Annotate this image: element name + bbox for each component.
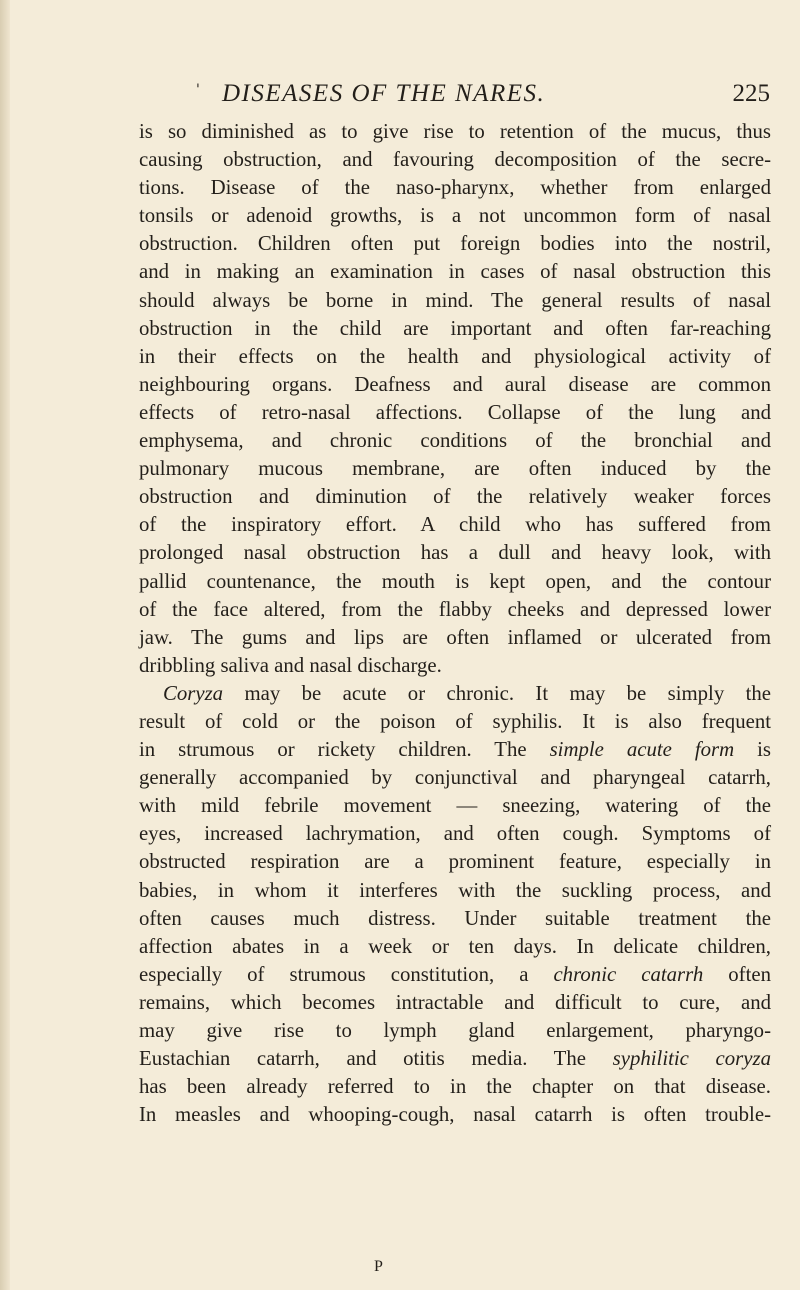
text-line (139, 1073, 771, 1101)
text-run: affection abates in a week or ten days. In delicate children, (139, 934, 771, 958)
text-line (139, 820, 771, 848)
text-line (139, 989, 771, 1017)
text-line (139, 455, 771, 483)
text-run: in their effects on the health and physiological activity of (139, 344, 771, 368)
text-line (139, 1045, 771, 1073)
text-line (139, 905, 771, 933)
text-run: especially of strumous constitution, a (139, 962, 554, 986)
text-run: obstructed respiration are a prominent feature, especially in (139, 850, 771, 874)
text-line (139, 848, 771, 876)
text-run: is (734, 738, 771, 762)
text-line (139, 174, 771, 202)
text-line (139, 343, 771, 371)
italic-term: syphilitic coryza (612, 1047, 771, 1071)
text-run: In measles and whooping-cough, nasal catarrh is often trouble- (139, 1103, 771, 1127)
text-line (139, 708, 771, 736)
body-text (139, 118, 771, 1129)
page-number: 225 (732, 80, 770, 107)
text-line (139, 877, 771, 905)
italic-term: Coryza (163, 681, 224, 705)
text-run: Eustachian catarrh, and otitis media. The (139, 1047, 613, 1071)
page-edge (0, 0, 10, 1290)
text-line (139, 596, 771, 624)
text-run: has been already referred to in the chapter on that disease. (139, 1075, 771, 1099)
running-head (140, 80, 770, 110)
text-line (139, 258, 771, 286)
text-run: may be acute or chronic. It may be simply the (223, 681, 771, 705)
text-run: and in making an examination in cases of nasal obstruction this (139, 260, 771, 284)
text-run: often causes much distress. Under suitable treatment the (139, 906, 771, 930)
text-run: remains, which becomes intractable and difficult to cure, and (139, 990, 771, 1014)
text-run: with mild febrile movement — sneezing, watering of the (139, 794, 771, 818)
text-run: generally accompanied by conjunctival and pharyngeal catarrh, (139, 766, 771, 790)
text-line (139, 736, 771, 764)
text-run: pulmonary mucous membrane, are often induced by the (139, 457, 771, 481)
text-run: should always be borne in mind. The general results of nasal (139, 288, 771, 312)
text-line (139, 118, 771, 146)
italic-term: simple acute form (549, 738, 735, 762)
text-line (139, 961, 771, 989)
text-line (139, 1101, 771, 1129)
text-run: obstruction in the child are important and often far-reaching (139, 316, 771, 340)
text-line (139, 1017, 771, 1045)
text-run: babies, in whom it interferes with the suckling process, and (139, 878, 771, 902)
text-line (139, 568, 771, 596)
text-line (139, 287, 771, 315)
text-line (139, 399, 771, 427)
text-line (139, 539, 771, 567)
text-line (139, 427, 771, 455)
text-run: effects of retro-nasal affections. Collapse of the lung and (139, 400, 771, 424)
text-run: jaw. The gums and lips are often inflamed or ulcerated from (139, 625, 771, 649)
text-run: result of cold or the poison of syphilis. It is also frequent (139, 709, 771, 733)
text-line (139, 483, 771, 511)
text-line (139, 371, 771, 399)
text-line (139, 511, 771, 539)
text-line (139, 933, 771, 961)
text-line (139, 624, 771, 652)
text-line (139, 202, 771, 230)
text-run: neighbouring organs. Deafness and aural disease are common (139, 372, 771, 396)
running-title: DISEASES OF THE NARES. (222, 80, 546, 107)
text-line (139, 680, 771, 708)
text-run: tions. Disease of the naso-pharynx, whether from enlarged (139, 176, 771, 200)
stray-mark: ' (196, 82, 200, 98)
text-line (139, 315, 771, 343)
text-line (139, 792, 771, 820)
text-run: prolonged nasal obstruction has a dull and heavy look, with (139, 541, 771, 565)
text-run: of the face altered, from the flabby cheeks and depressed lower (139, 597, 771, 621)
text-run: obstruction and diminution of the relatively weaker forces (139, 485, 771, 509)
text-run: emphysema, and chronic conditions of the bronchial and (139, 429, 771, 453)
signature-mark: P (374, 1258, 383, 1275)
italic-term: chronic catarrh (553, 962, 704, 986)
text-line (139, 230, 771, 258)
text-line (139, 146, 771, 174)
text-line (139, 764, 771, 792)
text-line (139, 652, 771, 680)
text-run: may give rise to lymph gland enlargement, pharyngo- (139, 1019, 771, 1042)
text-run: in strumous or rickety children. The (139, 738, 550, 762)
text-run: causing obstruction, and favouring decomposition of the secre- (139, 148, 771, 172)
text-run: eyes, increased lachrymation, and often cough. Symptoms of (139, 822, 771, 846)
text-run: tonsils or adenoid growths, is a not uncommon form of nasal (139, 204, 771, 228)
text-run: often (703, 962, 771, 986)
text-run: dribbling saliva and nasal discharge. (139, 653, 442, 677)
text-run: is so diminished as to give rise to retention of the mucus, thus (139, 120, 771, 143)
text-run: of the inspiratory effort. A child who has suffered from (139, 513, 771, 537)
text-run: pallid countenance, the mouth is kept open, and the contour (139, 569, 771, 593)
text-run: obstruction. Children often put foreign bodies into the nostril, (139, 232, 771, 256)
